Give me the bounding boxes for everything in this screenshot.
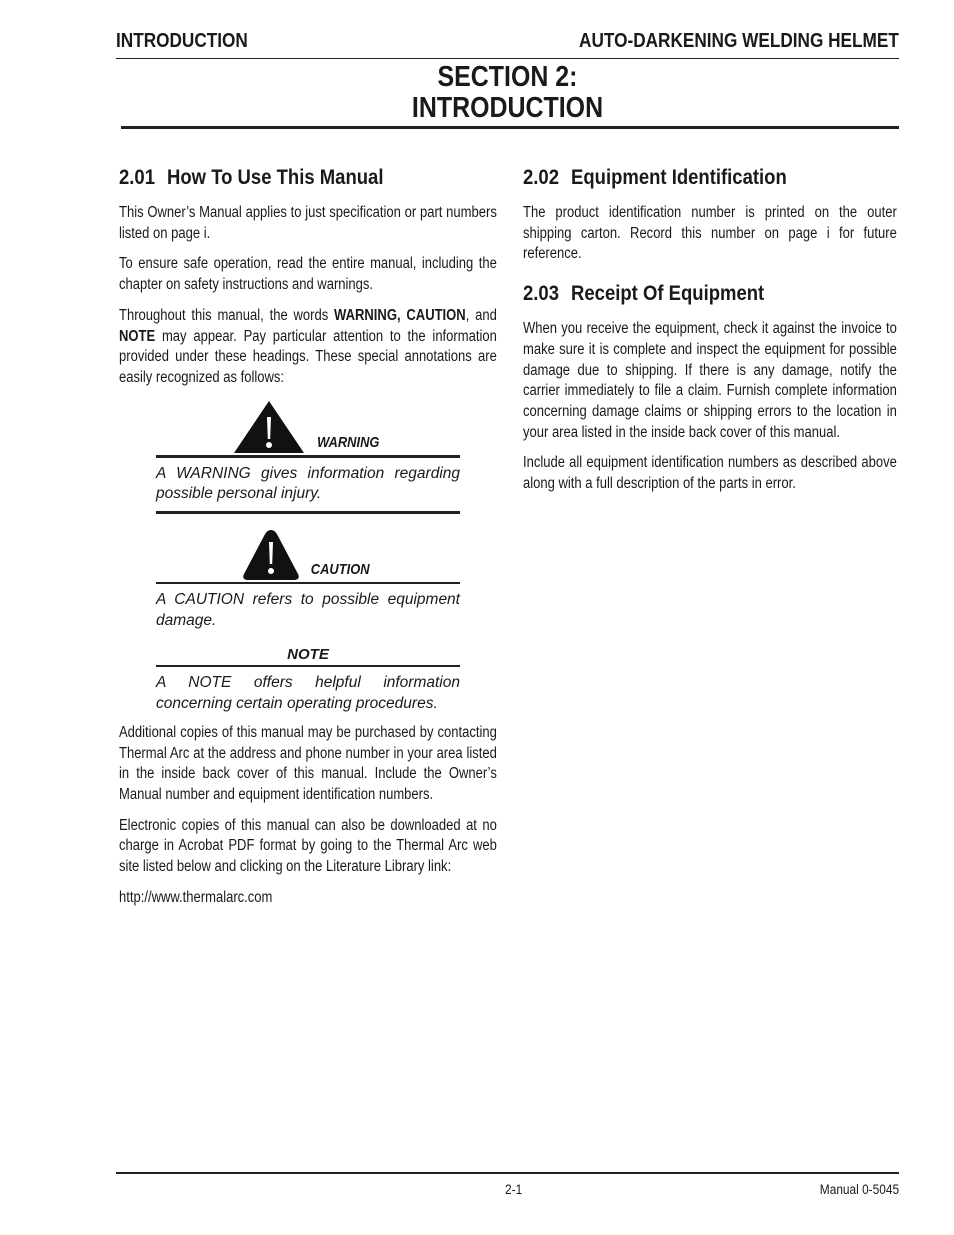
heading-receipt-of-equipment — [523, 279, 845, 307]
note-word: NOTE — [119, 327, 156, 345]
header-divider — [116, 58, 899, 59]
note-rule — [156, 665, 460, 667]
paragraph: Include all equipment identification numbers as described above along with a full description of the parts in error. — [523, 454, 897, 493]
caution-label: CAUTION — [310, 561, 370, 579]
heading-text: How To Use This Manual — [167, 165, 384, 189]
header-chapter-title: INTRODUCTION — [116, 30, 248, 52]
paragraph: This Owner’s Manual applies to just specification or part numbers listed on page i. — [119, 204, 497, 242]
caution-word: CAUTION — [406, 306, 466, 324]
paragraph: Additional copies of this manual may be purchased by contacting Thermal Arc at the address and phone number in your area listed in the inside back cover of this manual. Include the Owner’s Manual number and equipment identification numbers. — [119, 723, 497, 803]
heading-number: 2.02 — [523, 165, 559, 189]
footer-divider — [116, 1172, 899, 1174]
note-label: NOTE — [287, 646, 329, 664]
section-title-line2: INTRODUCTION — [411, 92, 604, 124]
paragraph: The product identification number is printed on the outer shipping carton. Record this number on page i for future reference. — [523, 204, 897, 263]
caution-text: A CAUTION refers to possible equipment damage. — [156, 591, 460, 629]
section-title — [171, 62, 844, 124]
text-run: may appear. Pay particular attention to the information provided under these headings. These special annotations are easily recognized as follows: — [119, 327, 497, 386]
warning-text: A WARNING gives information regarding possible personal injury. — [156, 464, 460, 503]
heading-text: Receipt Of Equipment — [571, 281, 765, 306]
heading-number: 2.01 — [119, 165, 155, 189]
warning-word: WARNING, — [334, 306, 401, 324]
caution-symbol-row — [156, 528, 460, 582]
right-body-2 — [523, 319, 897, 495]
paragraph-annotations — [119, 306, 497, 389]
warning-top-rule — [156, 455, 460, 458]
left-body-continued — [119, 723, 497, 909]
left-body — [119, 203, 497, 389]
manual-number: Manual 0-5045 — [819, 1182, 899, 1197]
text-run: , and — [465, 306, 497, 324]
paragraph: When you receive the equipment, check it against the invoice to make sure it is complete and inspect the equipment for possible damage due to shipping. If there is any damage, notify the carrier immediately to file a claim. Furnish complete information concerning damage claims or shipping errors to the location in your area listed in the inside back cover of this manual. — [523, 320, 897, 441]
right-column — [523, 163, 897, 505]
page-number: 2-1 — [505, 1182, 523, 1197]
warning-box — [156, 399, 460, 514]
note-box — [156, 645, 460, 714]
note-text: A NOTE offers helpful information concerning certain operating procedures. — [156, 674, 460, 713]
website-link[interactable]: http://www.thermalarc.com — [119, 888, 273, 906]
warning-bottom-rule — [156, 511, 460, 514]
text-run: Throughout this manual, the words — [119, 306, 335, 324]
heading-text: Equipment Identification — [571, 165, 787, 189]
warning-triangle-icon — [232, 399, 306, 455]
section-title-line1: SECTION 2: — [437, 61, 578, 93]
right-body-1 — [523, 203, 897, 265]
paragraph: Electronic copies of this manual can also be downloaded at no charge in Acrobat PDF format by going to the Thermal Arc web site listed below and clicking on the Literature Library link: — [119, 816, 497, 876]
heading-number: 2.03 — [523, 281, 559, 306]
header-product-title: AUTO-DARKENING WELDING HELMET — [579, 30, 899, 52]
warning-label: WARNING — [316, 433, 380, 451]
caution-box — [156, 528, 460, 631]
heading-equipment-identification — [523, 163, 845, 191]
warning-symbol-row — [156, 399, 460, 455]
section-divider — [121, 126, 899, 129]
paragraph: To ensure safe operation, read the entire manual, including the chapter on safety instructions and warnings. — [119, 255, 497, 294]
left-column — [119, 163, 497, 918]
caution-icon — [242, 528, 300, 582]
caution-rule — [156, 582, 460, 584]
heading-how-to-use — [119, 163, 444, 191]
